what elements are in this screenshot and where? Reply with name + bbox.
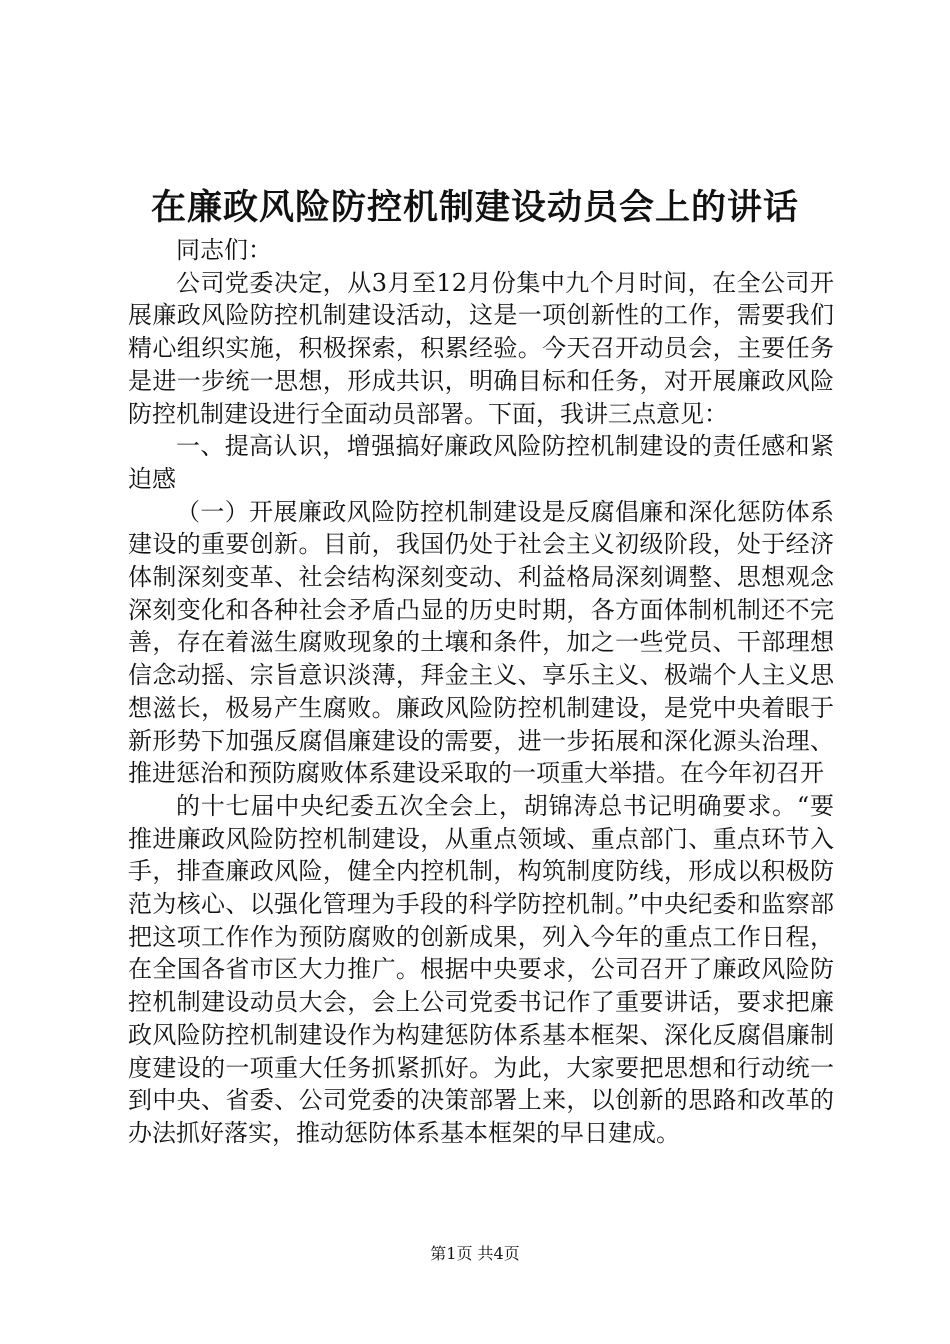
document-body: [128, 234, 834, 1150]
paragraph-continuation: 的十七届中央纪委五次全会上，胡锦涛总书记明确要求。“要推进廉政风险防控机制建设，从重点领域、重点部门、重点环节入手，排查廉政风险，健全内控机制，构筑制度防线，形成以积极防范为核心、以强化管理为手段的科学防控机制。”中央纪委和监察部把这项工作作为预防腐败的创新成果，列入今年的重点工作日程，在全国各省市区大力推广。根据中央要求，公司召开了廉政风险防控机制建设动员大会，会上公司党委书记作了重要讲话，要求把廉政风险防控机制建设作为构建惩防体系基本框架、深化反腐倡廉制度建设的一项重大任务抓紧抓好。为此，大家要把思想和行动统一到中央、省委、公司党委的决策部署上来，以创新的思路和改革的办法抓好落实，推动惩防体系基本框架的早日建成。: [128, 791, 834, 1147]
paragraph-salutation: 同志们：: [176, 236, 272, 264]
paragraph-section-heading: 一、提高认识，增强搞好廉政风险防控机制建设的责任感和紧迫感: [128, 432, 834, 493]
page-footer: 第1页 共4页: [430, 1244, 520, 1263]
paragraph-subsection-one: （一）开展廉政风险防控机制建设是反腐倡廉和深化惩防体系建设的重要创新。目前，我国仍处于社会主义初级阶段，处于经济体制深刻变革、社会结构深刻变动、利益格局深刻调整、思想观念深刻变化和各种社会矛盾凸显的历史时期，各方面体制机制还不完善，存在着滋生腐败现象的土壤和条件，加之一些党员、干部理想信念动摇、宗旨意识淡薄，拜金主义、享乐主义、极端个人主义思想滋长，极易产生腐败。廉政风险防控机制建设，是党中央着眼于新形势下加强反腐倡廉建设的需要，进一步拓展和深化源头治理、推进惩治和预防腐败体系建设采取的一项重大举措。在今年初召开: [128, 497, 834, 788]
paragraph-intro: 公司党委决定，从3月至12月份集中九个月时间，在全公司开展廉政风险防控机制建设活动，这是一项创新性的工作，需要我们精心组织实施，积极探索，积累经验。今天召开动员会，主要任务是进一步统一思想，形成共识，明确目标和任务，对开展廉政风险防控机制建设进行全面动员部署。下面，我讲三点意见：: [128, 268, 834, 428]
document-title: 在廉政风险防控机制建设动员会上的讲话: [150, 187, 799, 228]
